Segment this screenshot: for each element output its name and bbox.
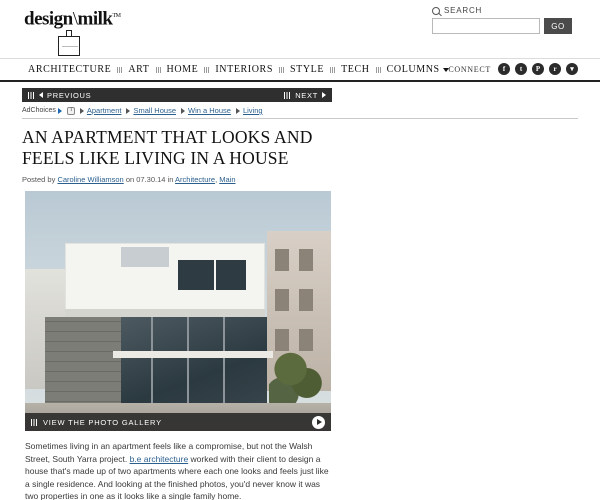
- nav-item-columns[interactable]: [381, 64, 455, 75]
- adchoices-link[interactable]: [22, 107, 62, 114]
- breadcrumb-item-living[interactable]: [236, 106, 263, 115]
- pager-wrap: [0, 82, 600, 102]
- photo-mullion: [223, 317, 225, 413]
- body-part-1: Sometimes living in an apartment feels like a compromise, but not the Walsh Street, South Yarra project.: [25, 441, 313, 464]
- breadcrumb-item-apartment[interactable]: [80, 106, 122, 115]
- logo-text-milk: milk: [77, 8, 113, 30]
- previous-button[interactable]: [28, 91, 91, 100]
- article-body: [25, 440, 331, 500]
- byline-prefix: Posted by: [22, 175, 58, 184]
- pinterest-icon[interactable]: P: [532, 63, 544, 75]
- category-link-main[interactable]: Main: [219, 175, 236, 184]
- nav-item-architecture[interactable]: ARCHITECTURE: [28, 64, 112, 75]
- nav-item-columns-label: COLUMNS: [386, 64, 440, 75]
- milk-bottle-icon: [58, 30, 80, 56]
- previous-label: PREVIOUS: [47, 90, 92, 100]
- site-logo[interactable]: [24, 6, 154, 56]
- more-social-caret-icon[interactable]: ▾: [566, 63, 578, 75]
- breadcrumb-label: Small House: [133, 106, 176, 115]
- breadcrumb-item-small-house[interactable]: [126, 106, 176, 115]
- bottle-body: [58, 36, 80, 56]
- body-part-2: worked with their client to design a house that's made up of two apartments where each one looks and feels just like a single residence. And looking at the finished photos, you'd never know it was two properties in one as it looks like a single family home.: [25, 453, 329, 500]
- photo-mullion: [187, 317, 189, 413]
- next-button[interactable]: [284, 91, 326, 100]
- byline-separator: ,: [215, 175, 220, 184]
- search-row: [432, 18, 578, 34]
- main-nav: [0, 58, 600, 82]
- nav-item-home[interactable]: HOME: [166, 64, 199, 75]
- page-title: AN APARTMENT THAT LOOKS AND FEELS LIKE LIVING IN A HOUSE: [22, 127, 313, 168]
- arrow-left-icon: [39, 92, 43, 98]
- byline: [22, 175, 578, 184]
- photo-glass-facade: [121, 317, 267, 413]
- nav-item-style[interactable]: STYLE: [289, 64, 325, 75]
- arrow-right-icon: [322, 92, 326, 98]
- nav-item-interiors[interactable]: INTERIORS: [215, 64, 273, 75]
- nav-item-art[interactable]: ART: [128, 64, 150, 75]
- magnifier-icon: [432, 7, 440, 15]
- facebook-icon[interactable]: f: [498, 63, 510, 75]
- logo-trademark: TM: [112, 13, 121, 19]
- arrow-right-icon: [80, 108, 84, 114]
- photo-concrete-slab: [113, 351, 273, 358]
- search-input[interactable]: [432, 18, 540, 34]
- breadcrumb: [0, 102, 600, 118]
- hatch-icon: [31, 419, 38, 426]
- search-go-button[interactable]: GO: [544, 18, 572, 34]
- architect-link[interactable]: b.e architecture: [129, 453, 189, 464]
- twitter-icon[interactable]: t: [515, 63, 527, 75]
- view-photo-gallery-button[interactable]: [25, 413, 331, 431]
- breadcrumb-label: Apartment: [86, 106, 122, 115]
- play-arrow-icon: [312, 416, 325, 429]
- photo-roof-notch: [121, 247, 169, 267]
- article: [0, 119, 600, 500]
- pager-bar: [22, 88, 332, 102]
- photo-stone-wall: [45, 317, 121, 411]
- arrow-right-icon: [181, 108, 185, 114]
- adchoices-label: AdChoices: [22, 107, 56, 114]
- breadcrumb-label: Living: [242, 106, 263, 115]
- next-label: NEXT: [295, 90, 318, 100]
- hatch-icon: [28, 92, 35, 99]
- logo-wordmark: [24, 6, 154, 29]
- connect-label: CONNECT: [448, 64, 491, 74]
- photo-upper-window: [175, 257, 249, 293]
- adchoices-info-icon[interactable]: [67, 107, 75, 115]
- adchoices-triangle-icon: [58, 108, 62, 114]
- arrow-right-icon: [126, 108, 130, 114]
- connect-group: [448, 63, 578, 75]
- nav-items: [22, 64, 455, 75]
- search-box: [432, 6, 578, 34]
- gallery-label: VIEW THE PHOTO GALLERY: [43, 417, 162, 427]
- logo-text-design: design: [24, 8, 73, 30]
- photo-soffit: [65, 309, 265, 317]
- photo-planting: [269, 341, 323, 411]
- article-photo[interactable]: [25, 191, 331, 431]
- logo-slash: \: [72, 8, 78, 30]
- arrow-right-icon: [236, 108, 240, 114]
- site-header: [0, 0, 600, 58]
- nav-item-tech[interactable]: TECH: [341, 64, 370, 75]
- breadcrumb-label: Win a House: [188, 106, 231, 115]
- author-link[interactable]: Caroline Williamson: [57, 175, 124, 184]
- search-label-row: [432, 6, 578, 15]
- rss-icon[interactable]: r: [549, 63, 561, 75]
- breadcrumb-item-win-a-house[interactable]: [181, 106, 231, 115]
- search-label: SEARCH: [444, 6, 483, 15]
- byline-date: on 07.30.14 in: [123, 175, 176, 184]
- hatch-icon: [284, 92, 291, 99]
- photo-mullion: [151, 317, 153, 413]
- category-link-architecture[interactable]: Architecture: [175, 175, 216, 184]
